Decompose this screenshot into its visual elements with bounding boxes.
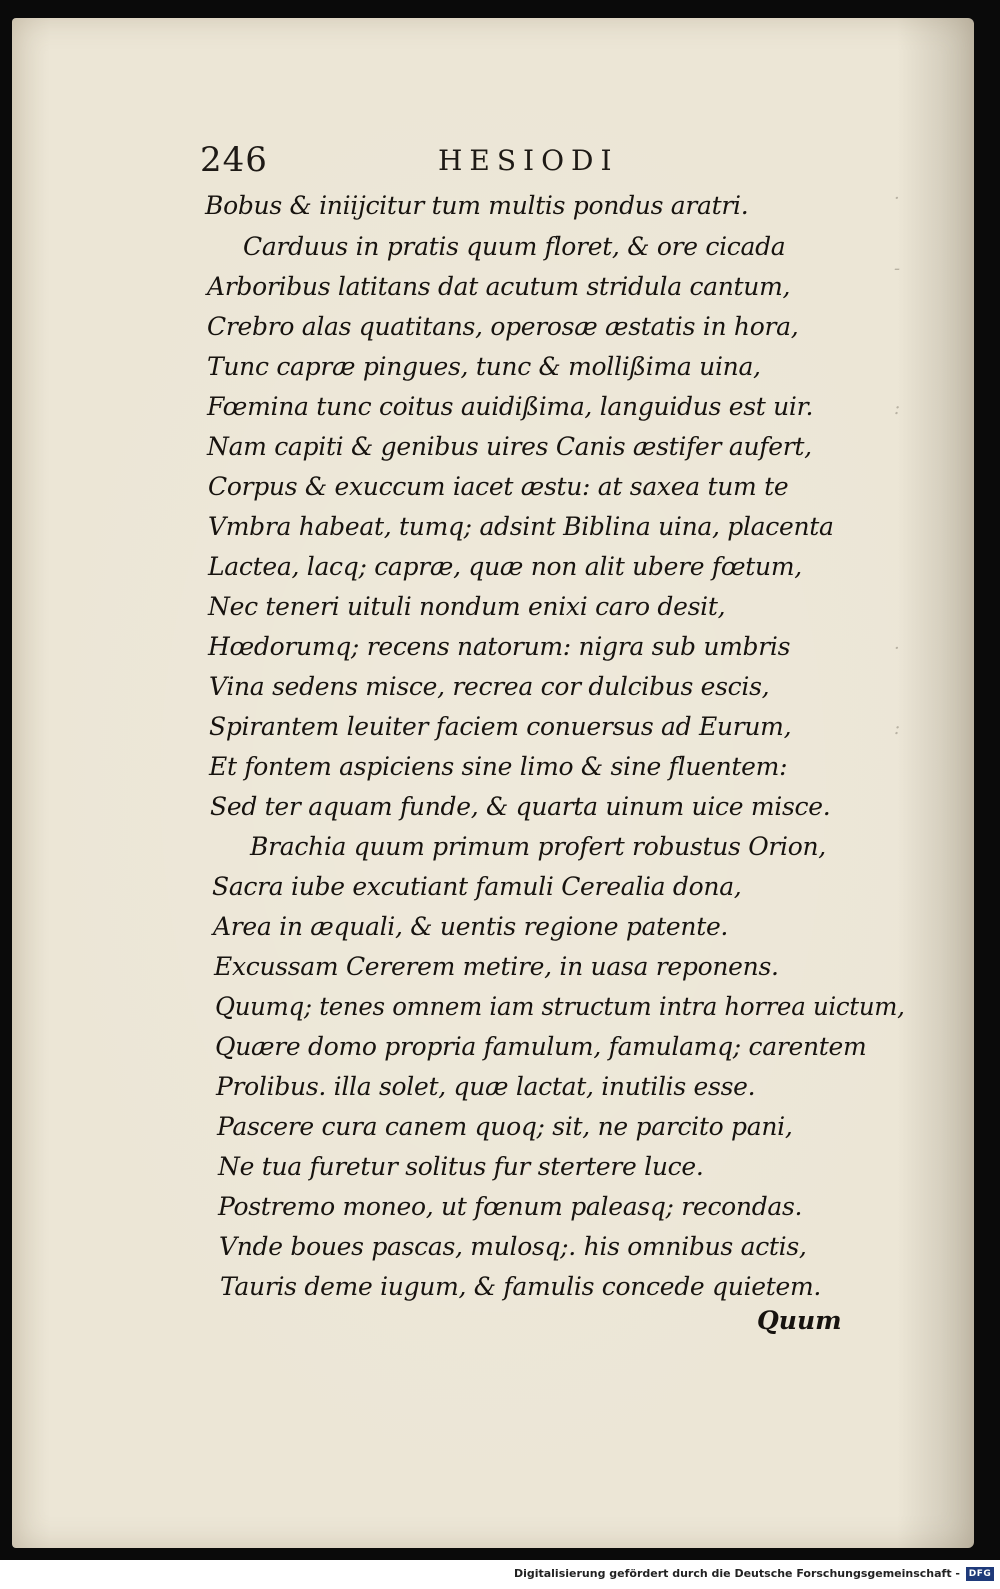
verse-line: Quære domo propria famulum, famulamq; carentem bbox=[215, 1032, 867, 1061]
running-head: HESIODI bbox=[438, 144, 619, 177]
verse-line: Area in æquali, & uentis regione patente. bbox=[213, 912, 729, 941]
verse-line: Vina sedens misce, recrea cor dulcibus escis, bbox=[209, 672, 770, 701]
verse-line: Hœdorumq; recens natorum: nigra sub umbris bbox=[208, 632, 791, 661]
verse-line: Bobus & iniijcitur tum multis pondus aratri. bbox=[205, 191, 749, 220]
funding-credit: Digitalisierung gefördert durch die Deutsche Forschungsgemeinschaft - bbox=[513, 1567, 960, 1580]
verse-line: Spirantem leuiter faciem conuersus ad Eurum, bbox=[209, 712, 792, 741]
verse-line: Tunc capræ pingues, tunc & mollißima uina, bbox=[207, 352, 761, 381]
digitization-footer bbox=[0, 1560, 1000, 1589]
verse-line: Fœmina tunc coitus auidißima, languidus est uir. bbox=[207, 392, 814, 421]
verse-line: Carduus in pratis quum floret, & ore cicada bbox=[243, 232, 786, 261]
bleed-through-mark: : bbox=[894, 398, 901, 419]
verse-line: Vmbra habeat, tumq; adsint Biblina uina, placenta bbox=[208, 512, 834, 541]
page-header bbox=[200, 140, 660, 180]
verse-line: Tauris deme iugum, & famulis concede quietem. bbox=[220, 1272, 822, 1301]
verse-line: Et fontem aspiciens sine limo & sine fluentem: bbox=[209, 752, 788, 781]
page-number: 246 bbox=[200, 140, 268, 180]
bleed-through-mark: · bbox=[894, 638, 900, 659]
verse-line: Postremo moneo, ut fœnum paleasq; recondas. bbox=[218, 1192, 803, 1221]
verse-line: Sed ter aquam funde, & quarta uinum uice misce. bbox=[210, 792, 831, 821]
verse-line: Pascere cura canem quoq; sit, ne parcito pani, bbox=[217, 1112, 793, 1141]
verse-line: Excussam Cererem metire, in uasa reponens. bbox=[214, 952, 779, 981]
verse-line: Crebro alas quatitans, operosæ æstatis in hora, bbox=[207, 312, 799, 341]
dfg-logo-icon: DFG bbox=[966, 1567, 994, 1581]
verse-line: Corpus & exuccum iacet æstu: at saxea tum te bbox=[208, 472, 789, 501]
verse-line: Nec teneri uituli nondum enixi caro desit, bbox=[208, 592, 726, 621]
verse-line: Quumq; tenes omnem iam structum intra horrea uictum, bbox=[215, 992, 905, 1021]
verse-line: Prolibus. illa solet, quæ lactat, inutilis esse. bbox=[216, 1072, 756, 1101]
verse-line: Ne tua furetur solitus fur stertere luce. bbox=[218, 1152, 704, 1181]
catchword: Quum bbox=[757, 1306, 842, 1335]
bleed-through-mark: : bbox=[894, 718, 901, 739]
bleed-through-mark: · bbox=[894, 188, 900, 209]
bleed-through-mark: - bbox=[894, 258, 901, 279]
verse-line: Nam capiti & genibus uires Canis æstifer aufert, bbox=[207, 432, 812, 461]
verse-line: Lactea, lacq; capræ, quæ non alit ubere fœtum, bbox=[208, 552, 802, 581]
verse-line: Arboribus latitans dat acutum stridula cantum, bbox=[207, 272, 791, 301]
verse-line: Vnde boues pascas, mulosq;. his omnibus actis, bbox=[219, 1232, 807, 1261]
verse-line: Brachia quum primum profert robustus Orion, bbox=[250, 832, 826, 861]
verse-line: Sacra iube excutiant famuli Cerealia dona, bbox=[212, 872, 742, 901]
